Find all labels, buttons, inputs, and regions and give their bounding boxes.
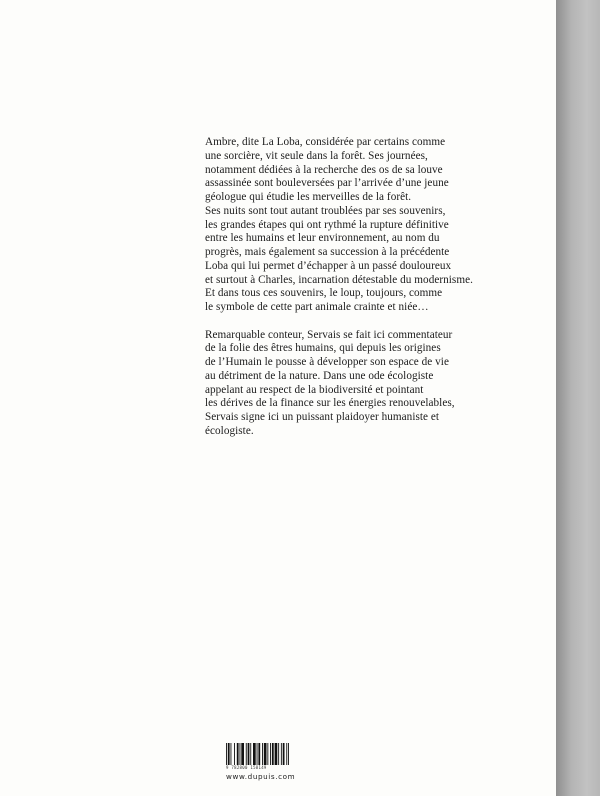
summary-paragraph: Ambre, dite La Loba, considérée par certains comme une sorcière, vit seule dans la forêt. Ses journées, notamment dédiées à la recherche des os de sa louve assassinée sont bouleversées par l’arrivée d’une jeune géologue qui étudie les merveilles de la forêt. Ses nuits sont tout autant troublées par ses souvenirs, les grandes étapes qui ont rythmé la rupture définitive entre les humains et leur environnement, au nom du progrès, mais également sa succession à la précédente Loba qui lui permet d’échapper à un passé douloureux et surtout à Charles, incarnation détestable du modernisme. Et dans tous ces souvenirs, le loup, toujours, comme le symbole de cette part animale crainte et niée… bbox=[205, 136, 473, 313]
barcode-bar bbox=[257, 743, 258, 765]
barcode-bar bbox=[226, 743, 227, 765]
barcode-bar bbox=[262, 743, 263, 765]
author-paragraph: Remarquable conteur, Servais se fait ici commentateur de la folie des êtres humains, qui depuis les origines de l’Humain le pousse à développer son espace de vie au détriment de la nature. Dans une ode écologiste appelant au respect de la biodiversité et pointant les dérives de la finance sur les énergies renouvelables, Servais signe ici un puissant plaidoyer humaniste et écologiste. bbox=[205, 328, 455, 437]
barcode-bar bbox=[281, 743, 282, 765]
book-spine-edge bbox=[556, 0, 600, 796]
barcode-bar bbox=[234, 743, 235, 765]
barcode-bar bbox=[267, 743, 268, 765]
barcode-bar bbox=[286, 743, 287, 765]
barcode-bar bbox=[241, 743, 244, 765]
barcode-bar bbox=[231, 743, 232, 765]
barcode-bar bbox=[250, 743, 251, 765]
blurb-text-block bbox=[205, 136, 525, 439]
barcode-bar bbox=[258, 743, 260, 765]
barcode-bar bbox=[240, 743, 241, 765]
barcode-bar bbox=[228, 743, 230, 765]
barcode-bar bbox=[253, 743, 256, 765]
barcode-bar bbox=[270, 743, 271, 765]
barcode bbox=[226, 743, 312, 770]
barcode-bar bbox=[246, 743, 247, 765]
barcode-bar bbox=[278, 743, 279, 765]
barcode-bar bbox=[288, 743, 289, 765]
publisher-website: www.dupuis.com bbox=[226, 772, 296, 781]
barcode-icon bbox=[226, 743, 312, 765]
barcode-bar bbox=[275, 743, 278, 765]
barcode-bar bbox=[264, 743, 267, 765]
barcode-bar bbox=[248, 743, 250, 765]
barcode-bar bbox=[272, 743, 274, 765]
barcode-bar bbox=[237, 743, 239, 765]
barcode-digits: 9 782800 158149 bbox=[226, 765, 267, 770]
barcode-bar bbox=[283, 743, 285, 765]
